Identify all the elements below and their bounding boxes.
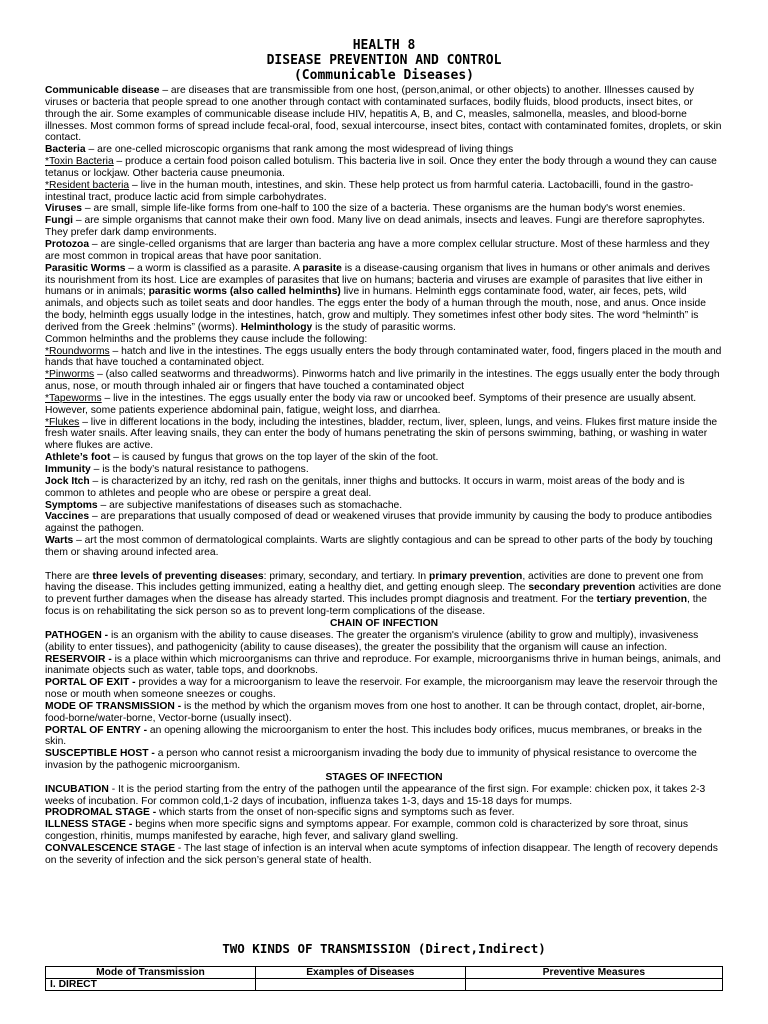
def-pinworms: *Pinworms – (also called seatworms and threadworms). Pinworms hatch and live primarily in the intestines. The eggs usually enter the body through anus, nose, or mouth through inhaled air or fingers that have touched a contaminated object — [45, 369, 720, 393]
col-header-preventive: Preventive Measures — [465, 967, 722, 979]
def-symptoms: Symptoms – are subjective manifestations of diseases such as stomachache. — [45, 499, 403, 511]
def-fungi: Fungi – are simple organisms that cannot make their own food. Many live on dead animals, insects and leaves. Fungi are therefore saprophytes. They prefer dark damp environments. — [45, 215, 705, 239]
col-header-examples: Examples of Diseases — [255, 967, 465, 979]
def-warts: Warts – art the most common of dermatological complaints. Warts are slightly contagious and can be spread to other parts of the body by touching them or shaving around infected area. — [45, 535, 713, 558]
def-protozoa: Protozoa – are single-celled organisms that are larger than bacteria ang have a more complex cellular structure. Most of these harmless and they are most common in tropical areas that have poor sanitation. — [45, 238, 710, 262]
stage-convalescence: CONVALESCENCE STAGE - The last stage of infection is an interval when acute symptoms of infection disappear. The length of recovery depends on the severity of infection and the sick person’s general state of health. — [45, 843, 718, 866]
title-line-1: HEALTH 8 — [352, 38, 416, 53]
table-cell-preventive — [465, 979, 722, 991]
table-cell-mode: I. DIRECT — [46, 979, 256, 991]
def-bacteria: Bacteria – are one-celled microscopic organisms that rank among the most widespread of living things — [45, 144, 514, 156]
chain-susceptible-host: SUSCEPTIBLE HOST - a person who cannot resist a microorganism invading the body due to immunity of physical resistance to overcome the invasion by the pathogenic microorganism. — [45, 748, 697, 772]
def-toxin-bacteria: *Toxin Bacteria – produce a certain food poison called botulism. This bacteria live in soil. Once they enter the body through a wound they can cause tetanus or lockjaw. Other bacteria cause pneumonia. — [45, 156, 717, 179]
chain-reservoir: RESERVOIR - is a place within which microorganisms can thrive and reproduce. For example, microorganisms thrive in human beings, animals, and inanimate objects such as water, table tops, and doorknobs. — [45, 653, 721, 677]
def-parasitic-worms: Parasitic Worms – a worm is classified as a parasite. A parasite is a disease-causing organism that lives in humans or other animals and derives its nourishment from its host. Lice are examples of parasites that live on humans; bacteria and viruses are example of parasites that live either in humans or in animals; parasitic worms (also called helminths) live in humans. Helminth eggs contaminate food, water, air feces, pets, wild animals, and objects such as toilet seats and door handles. The eggs enter the body of a human through the mouth, nose, and anus. Once inside the body, helminth eggs usually lodge in the intestines, hatch, grow and multiply. They sometimes infest other body sites. The word “helminth” is derived from the Greek :helmins” (worms). Helminthology is the study of parasitic worms. — [45, 262, 710, 333]
table-cell-examples — [255, 979, 465, 991]
def-tapeworms: *Tapeworms – live in the intestines. The eggs usually enter the body via raw or uncooked beef. Symptoms of their presence are usually absent. However, some patients experience abdominal pain, fatigue, weight loss, and diarrhea. — [45, 392, 697, 416]
transmission-title: TWO KINDS OF TRANSMISSION (Direct,Indirect) — [222, 941, 546, 956]
def-vaccines: Vaccines – are preparations that usually composed of dead or weakened viruses that provide immunity by causing the body to produce antibodies against the pathogen. — [45, 511, 712, 535]
document-body — [45, 85, 723, 867]
def-communicable: Communicable disease – are diseases that are transmissible from one host, (person,animal, or other objects) to another. Illnesses caused by viruses or bacteria that people spread to one another through contact with contaminated surfaces, bodily fluids, blood products, insect bites, or through the air. Some examples of communicable disease include HIV, hepatitis A, B, and C, measles, salmonella, measles, and blood-borne illnesses. Most common forms of spread include fecal-oral, food, sexual intercourse, insect bites, contact with contaminated fomites, droplets, or skin contact. — [45, 85, 722, 144]
def-immunity: Immunity – is the body’s natural resistance to pathogens. — [45, 464, 309, 475]
document-page — [45, 38, 723, 867]
table-header-row — [46, 967, 723, 979]
def-viruses: Viruses – are small, simple life-like forms from one-half to 100 the size of a bacteria. These organisms are the human body's worst enemies. — [45, 203, 686, 215]
helminths-intro: Common helminths and the problems they cause include the following: — [45, 333, 368, 345]
def-jock-itch: Jock Itch – is characterized by an itchy, red rash on the genitals, inner thighs and buttocks. It occurs in warm, moist areas of the body and is common to athletes and people who are obese or perspire a great deal. — [45, 475, 685, 499]
def-athletes-foot: Athlete’s foot – is caused by fungus that grows on the top layer of the skin of the foot. — [45, 452, 439, 464]
transmission-table — [45, 966, 723, 991]
stage-illness: ILLNESS STAGE - begins when more specific signs and symptoms appear. For example, common cold is characterized by sore throat, sinus congestion, rhinitis, mumps manifested by earache, high fever, and salivary gland swelling. — [45, 819, 689, 843]
stage-incubation: INCUBATION - It is the period starting from the entry of the pathogen until the appearance of the first sign. For example: chicken pox, it takes 2-3 weeks of incubation. For common cold,1-2 days of incubation, influenza takes 1-3, days and 15-18 days for mumps. — [45, 783, 706, 807]
chain-portal-of-entry: PORTAL OF ENTRY - an opening allowing the microorganism to enter the host. This includes body orifices, mucus membranes, or breaks in the skin. — [45, 724, 703, 748]
col-header-mode: Mode of Transmission — [46, 967, 256, 979]
levels-of-prevention: There are three levels of preventing diseases: primary, secondary, and tertiary. In primary prevention, activities are done to prevent one from having the disease. This includes getting immunized, eating a healthy diet, and getting enough sleep. The secondary prevention activities are done to prevent further damages when the disease has already started. This includes prompt diagnosis and treatment. For the tertiary prevention, the focus is on rehabilitating the sick person so as to prevent long-term complications of the disease. — [45, 570, 722, 618]
def-roundworms: *Roundworms – hatch and live in the intestines. The eggs usually enters the body through contaminated water, food, fingers placed in the mouth and hands that have touched a contaminated object. — [45, 345, 722, 369]
document-title — [45, 38, 723, 83]
def-resident-bacteria: *Resident bacteria – live in the human mouth, intestines, and skin. These help protect us from harmful cateria. Lactobacilli, found in the gastro-intestinal tract, produce lactic acid from simple carbohydrates. — [45, 179, 694, 203]
def-flukes: *Flukes – live in different locations in the body, including the intestines, bladder, rectum, liver, spleen, lungs, and veins. Flukes first mature inside the fresh water snails. After leaving snails, they can enter the body of humans penetrating the skin of persons swimming, bathing, or washing in water where flukes are active. — [45, 416, 718, 452]
paragraph-gap — [45, 559, 723, 571]
chain-portal-of-exit: PORTAL OF EXIT - provides a way for a microorganism to leave the reservoir. For example, the microorganism may leave the reservoir through the nose or mouth when someone sneezes or coughs. — [45, 677, 718, 701]
chain-pathogen: PATHOGEN - is an organism with the ability to cause diseases. The greater the organism's virulence (ability to grow and multiply), invasiveness (ability to enter tissues), and pathogenicity (ability to cause diseases), the greater the possibility that the organism will cause an infection. — [45, 629, 699, 653]
stages-heading: STAGES OF INFECTION — [325, 771, 443, 783]
stage-prodromal: PRODROMAL STAGE - which starts from the onset of non-specific signs and symptoms such as fever. — [45, 807, 515, 819]
chain-mode-of-transmission: MODE OF TRANSMISSION - is the method by which the organism moves from one host to another. It can be through contact, droplet, air-borne, food-borne/water-borne, Vector-borne (usually insect). — [45, 700, 705, 724]
table-row — [46, 979, 723, 991]
title-line-3: (Communicable Diseases) — [293, 68, 474, 83]
title-line-2: DISEASE PREVENTION AND CONTROL — [266, 53, 502, 68]
chain-heading: CHAIN OF INFECTION — [329, 617, 439, 629]
